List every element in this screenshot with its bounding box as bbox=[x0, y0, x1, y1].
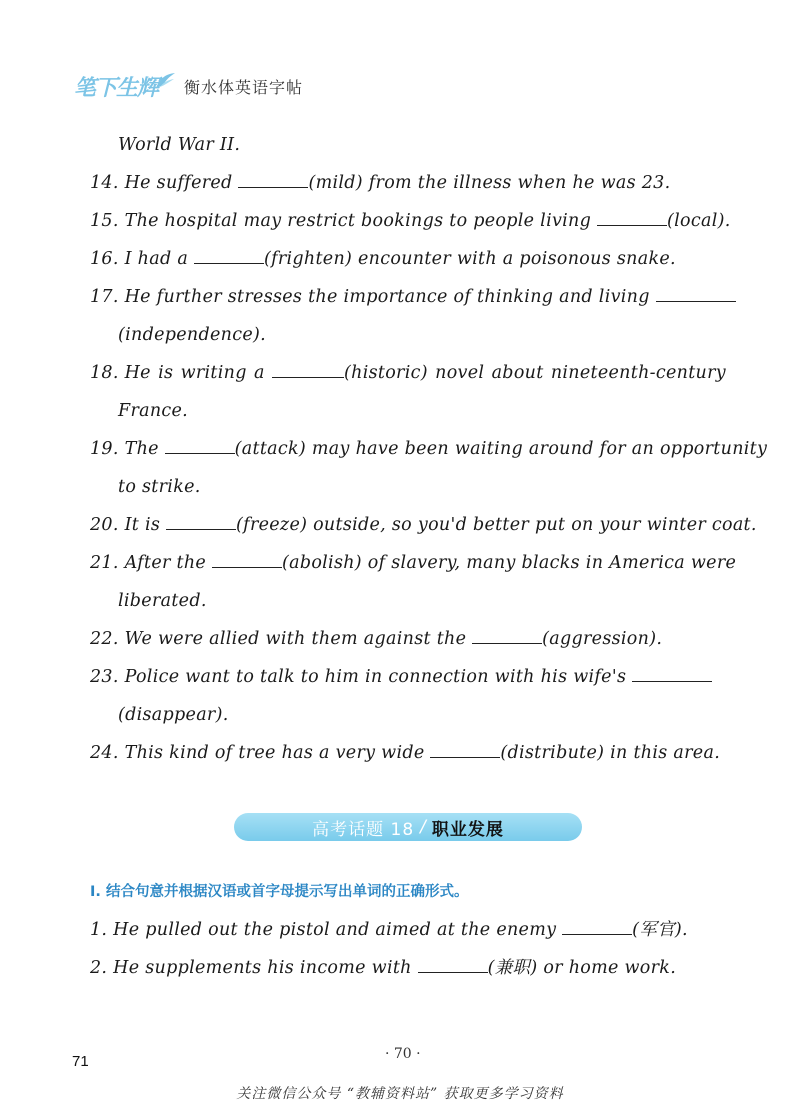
banner-divider: / bbox=[420, 817, 426, 837]
question-text: 1. He pulled out the pistol and aimed at the enemy bbox=[90, 920, 563, 940]
answer-blank[interactable] bbox=[272, 363, 344, 378]
section-question-1 bbox=[90, 916, 688, 941]
question-text: (abolish) of slavery, many blacks in America were bbox=[281, 553, 737, 573]
question-text: (freeze) outside, so you'd better put on your winter coat. bbox=[236, 515, 757, 535]
answer-blank[interactable] bbox=[165, 439, 235, 454]
question-word: about bbox=[491, 363, 544, 383]
question-text: 19. The bbox=[90, 439, 165, 459]
section-heading: I. 结合句意并根据汉语或首字母提示写出单词的正确形式。 bbox=[90, 884, 469, 900]
question-24 bbox=[90, 743, 720, 763]
question-18 bbox=[90, 363, 726, 383]
question-text: 15. The hospital may restrict bookings to people living bbox=[90, 211, 597, 231]
question-text: 22. We were allied with them against the bbox=[90, 629, 473, 649]
answer-blank[interactable] bbox=[597, 211, 667, 226]
question-23-cont: (disappear). bbox=[118, 705, 229, 725]
answer-blank[interactable] bbox=[430, 743, 500, 758]
question-text: (aggression). bbox=[542, 629, 663, 649]
question-text: (军官). bbox=[632, 920, 688, 940]
answer-blank[interactable] bbox=[194, 249, 264, 264]
question-15 bbox=[90, 211, 731, 231]
question-text: (attack) may have been waiting around for an opportunity bbox=[234, 439, 768, 459]
banner-topic-title: 职业发展 bbox=[431, 819, 504, 840]
question-23 bbox=[90, 667, 712, 687]
footer-note: 关注微信公众号 “教辅资料站” 获取更多学习资料 bbox=[236, 1086, 564, 1102]
question-text: 24. This kind of tree has a very wide bbox=[90, 743, 431, 763]
question-text: 16. I had a bbox=[90, 249, 194, 269]
answer-blank[interactable] bbox=[632, 667, 712, 682]
header-subtitle: 衡水体英语字帖 bbox=[184, 77, 304, 97]
answer-blank[interactable] bbox=[418, 958, 488, 973]
page-number-left: 71 bbox=[72, 1053, 89, 1070]
banner-topic-number: 高考话题 18 bbox=[312, 819, 415, 840]
question-22 bbox=[90, 629, 662, 649]
question-word: a bbox=[254, 363, 265, 383]
question-text: (兼职) or home work. bbox=[487, 958, 677, 978]
wing-icon bbox=[154, 72, 176, 90]
section-question-2 bbox=[90, 954, 676, 979]
logo-text: 笔下生辉 bbox=[74, 74, 159, 101]
question-17-cont: (independence). bbox=[118, 325, 266, 345]
answer-blank[interactable] bbox=[166, 515, 236, 530]
page-header bbox=[74, 66, 303, 106]
question-text: 17. He further stresses the importance of thinking and living bbox=[90, 287, 656, 307]
answer-blank[interactable] bbox=[562, 920, 632, 935]
question-18-cont: France. bbox=[118, 401, 189, 421]
question-16 bbox=[90, 249, 676, 269]
question-text: 21. After the bbox=[90, 553, 212, 573]
question-word: is bbox=[158, 363, 174, 383]
question-word: (historic) bbox=[344, 363, 428, 383]
question-21 bbox=[90, 553, 736, 573]
question-text: 2. He supplements his income with bbox=[90, 958, 418, 978]
question-text: (distribute) in this area. bbox=[500, 743, 721, 763]
question-word: nineteenth-century bbox=[550, 363, 726, 383]
answer-blank[interactable] bbox=[656, 287, 736, 302]
answer-blank[interactable] bbox=[472, 629, 542, 644]
question-word: 18. He bbox=[90, 363, 151, 383]
question-word: writing bbox=[180, 363, 247, 383]
question-word: novel bbox=[435, 363, 485, 383]
question-14 bbox=[90, 173, 670, 193]
answer-blank[interactable] bbox=[212, 553, 282, 568]
question-19 bbox=[90, 439, 767, 459]
question-text: (local). bbox=[667, 211, 731, 231]
question-text: 20. It is bbox=[90, 515, 167, 535]
question-21-cont: liberated. bbox=[118, 591, 207, 611]
page-number-center: · 70 · bbox=[385, 1046, 421, 1062]
question-text: (frighten) encounter with a poisonous snake. bbox=[263, 249, 676, 269]
topic-banner bbox=[234, 813, 582, 841]
brand-logo bbox=[74, 71, 176, 102]
line-world-war: World War II. bbox=[118, 135, 241, 155]
question-text: (mild) from the illness when he was 23. bbox=[308, 173, 671, 193]
question-text: 14. He suffered bbox=[90, 173, 239, 193]
question-19-cont: to strike. bbox=[118, 477, 201, 497]
answer-blank[interactable] bbox=[238, 173, 308, 188]
question-17 bbox=[90, 287, 736, 307]
question-text: 23. Police want to talk to him in connection with his wife's bbox=[90, 667, 633, 687]
question-20 bbox=[90, 515, 757, 535]
